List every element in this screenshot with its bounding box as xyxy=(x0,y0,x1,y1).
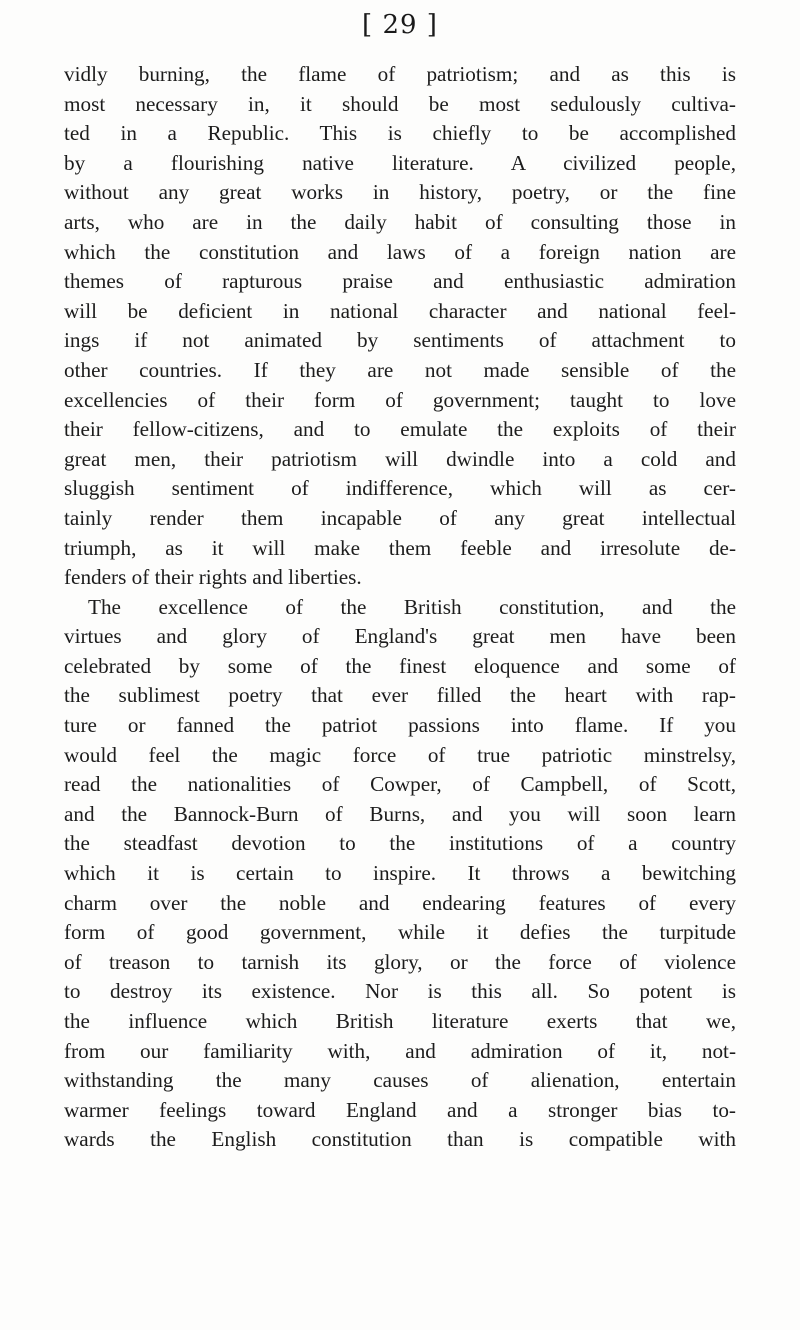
text-line: excellencies of their form of government; taught to love xyxy=(64,387,736,412)
text-line: would feel the magic force of true patriotic minstrelsy, xyxy=(64,742,736,767)
text-line: ings if not animated by sentiments of attachment to xyxy=(64,328,736,353)
text-line: without any great works in history, poetry, or the fine xyxy=(64,180,736,205)
text-line: form of good government, while it defies the turpitude xyxy=(64,920,736,945)
text-line: ted in a Republic. This is chiefly to be accomplished xyxy=(64,121,736,146)
text-line: of treason to tarnish its glory, or the force of violence xyxy=(64,949,736,974)
text-line: withstanding the many causes of alienation, entertain xyxy=(64,1068,736,1093)
text-line: vidly burning, the flame of patriotism; and as this is xyxy=(64,62,736,86)
text-line: themes of rapturous praise and enthusiastic admiration xyxy=(64,269,736,294)
text-line: virtues and glory of England's great men have been xyxy=(64,624,736,649)
text-line: and the Bannock-Burn of Burns, and you will soon learn xyxy=(64,801,736,826)
text-line: tainly render them incapable of any great intellectual xyxy=(64,505,736,530)
text-line: arts, who are in the daily habit of consulting those in xyxy=(64,209,736,234)
text-line: their fellow-citizens, and to emulate the exploits of their xyxy=(64,417,736,442)
paragraph-2 xyxy=(64,593,736,1155)
text-line: the influence which British literature exerts that we, xyxy=(64,1009,736,1033)
body-text xyxy=(64,60,736,1155)
text-line: from our familiarity with, and admiration of it, not- xyxy=(64,1038,736,1063)
text-line: will be deficient in national character and national feel- xyxy=(64,298,736,323)
text-line: most necessary in, it should be most sedulously cultiva- xyxy=(64,91,736,116)
text-line: triumph, as it will make them feeble and irresolute de- xyxy=(64,535,736,560)
text-line: wards the English constitution than is compatible with xyxy=(64,1127,736,1152)
text-line: which it is certain to inspire. It throws a bewitching xyxy=(64,861,736,886)
text-line: charm over the noble and endearing features of every xyxy=(64,890,736,915)
text-line: by a flourishing native literature. A civilized people, xyxy=(64,150,736,175)
text-line: The excellence of the British constitution, and the xyxy=(88,594,736,619)
text-line: to destroy its existence. Nor is this all. So potent is xyxy=(64,979,736,1004)
text-line: which the constitution and laws of a foreign nation are xyxy=(64,239,736,264)
paragraph-1 xyxy=(64,60,736,593)
text-line: other countries. If they are not made sensible of the xyxy=(64,357,736,382)
text-line: sluggish sentiment of indifference, which will as cer- xyxy=(64,476,736,501)
text-line: read the nationalities of Cowper, of Campbell, of Scott, xyxy=(64,772,736,797)
text-line: the sublimest poetry that ever filled the heart with rap- xyxy=(64,683,736,708)
text-line: the steadfast devotion to the institutions of a country xyxy=(64,831,736,856)
text-line: great men, their patriotism will dwindle into a cold and xyxy=(64,446,736,471)
page-number: [ 29 ] xyxy=(362,10,438,40)
text-line: fenders of their rights and liberties. xyxy=(64,565,362,590)
text-line: celebrated by some of the finest eloquence and some of xyxy=(64,653,736,678)
text-line: ture or fanned the patriot passions into flame. If you xyxy=(64,713,736,738)
text-line: warmer feelings toward England and a stronger bias to- xyxy=(64,1097,736,1122)
